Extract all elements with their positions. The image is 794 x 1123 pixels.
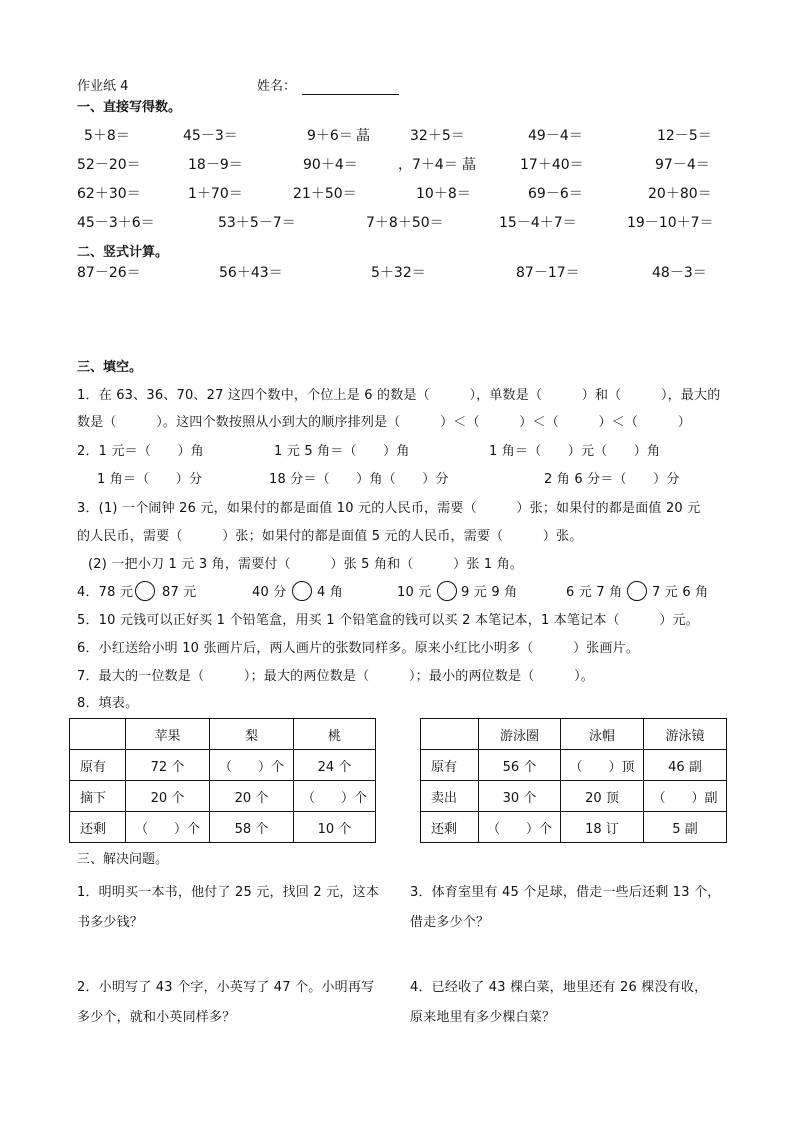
compare-left: 4．78 元 [77, 585, 134, 600]
fill-q2-item: 2 角 6 分＝（ ）分 [544, 472, 680, 487]
table-row [70, 750, 376, 781]
problem-3-line1: 3．体育室里有 45 个足球，借走一些后还剩 13 个， [410, 885, 721, 900]
name-blank-line[interactable] [302, 94, 399, 95]
arith-item: 15－4＋7＝ [499, 215, 577, 231]
section1-title: 一、直接写得数。 [77, 100, 182, 115]
arith-item: 97－4＝ [655, 157, 710, 173]
arith-item: 20＋80＝ [648, 186, 712, 202]
table-cell: 56 个 [479, 750, 561, 781]
fill-q2-item: 1 角＝（ ）元（ ）角 [489, 444, 661, 459]
table-cell[interactable]: （ ）个 [294, 781, 376, 812]
vertical-calc-item: 87－17＝ [516, 265, 580, 281]
fill-q8-title: 8．填表。 [77, 696, 139, 711]
problem-4-line2: 原来地里有多少棵白菜？ [410, 1010, 556, 1025]
arith-item: 18－9＝ [188, 157, 243, 173]
vertical-calc-item: 5＋32＝ [371, 265, 426, 281]
arith-item: 32＋5＝ [410, 128, 465, 144]
fill-q2-item: 2．1 元＝（ ）角 [77, 444, 204, 459]
compare-right: 4 角 [317, 585, 344, 600]
arith-item: 53＋5－7＝ [218, 215, 296, 231]
compare-circle[interactable] [627, 581, 647, 601]
table-cell: 5 副 [644, 812, 727, 843]
table-row [421, 781, 727, 812]
compare-left: 6 元 7 角 [566, 585, 623, 600]
worksheet-label: 作业纸 4 [77, 79, 129, 94]
arith-item: 52－20＝ [77, 157, 141, 173]
table-cell[interactable]: （ ）副 [644, 781, 727, 812]
table-row [421, 750, 727, 781]
problem-2-line2: 多少个，就和小英同样多？ [77, 1010, 236, 1025]
arith-item: 1＋70＝ [188, 186, 243, 202]
arith-item: 21＋50＝ [293, 186, 357, 202]
arith-item: 7＋8＋50＝ [366, 215, 444, 231]
problem-4-line1: 4．已经收了 43 棵白菜，地里还有 26 棵没有收， [410, 980, 708, 995]
compare-circle[interactable] [292, 581, 312, 601]
arith-item: 62＋30＝ [77, 186, 141, 202]
fill-q3-line1: 3．(1) 一个闹钟 26 元，如果付的都是面值 10 元的人民币，需要（ ）张；如果付的都是面值 20 元 [77, 501, 701, 516]
table-cell[interactable]: （ ）个 [126, 812, 210, 843]
compare-left: 40 分 [252, 585, 287, 600]
fill-q2-item: 18 分＝（ ）角（ ）分 [269, 472, 449, 487]
table-cell: 58 个 [210, 812, 294, 843]
arith-item: 17＋40＝ [520, 157, 584, 173]
fill-q7: 7．最大的一位数是（ ）；最大的两位数是（ ）；最小的两位数是（ ）。 [77, 669, 594, 684]
arith-item: 5＋8＝ [84, 128, 130, 144]
section4-title: 三、解决问题。 [77, 852, 169, 867]
arith-item: 69－6＝ [528, 186, 583, 202]
stray-glyph: 蕌 [356, 128, 370, 144]
stray-glyph: 蕌 [462, 157, 476, 173]
arith-item: 45－3＋6＝ [77, 215, 155, 231]
table-header-cell: 游泳镜 [644, 719, 727, 750]
table-cell: 30 个 [479, 781, 561, 812]
arith-item: 9＋6＝ [307, 128, 353, 144]
problem-2-line1: 2．小明写了 43 个字，小英写了 47 个。小明再写 [77, 980, 375, 995]
vertical-calc-item: 48－3＝ [652, 265, 707, 281]
compare-circle[interactable] [437, 581, 457, 601]
fill-q1-line2: 数是（ ）。这四个数按照从小到大的顺序排列是（ ）＜（ ）＜（ ）＜（ ） [77, 415, 691, 430]
table-header-row [70, 719, 376, 750]
table-header-cell: 游泳圈 [479, 719, 561, 750]
arith-item: 19－10＋7＝ [627, 215, 714, 231]
table-cell [70, 719, 126, 750]
table-cell: 20 个 [126, 781, 210, 812]
compare-right: 87 元 [162, 585, 197, 600]
arith-item: 45－3＝ [183, 128, 238, 144]
table-cell[interactable]: （ ）个 [479, 812, 561, 843]
table-header-row [421, 719, 727, 750]
compare-circle[interactable] [135, 581, 155, 601]
table-cell[interactable]: （ ）个 [210, 750, 294, 781]
table-cell: 10 个 [294, 812, 376, 843]
problem-1-line1: 1．明明买一本书，他付了 25 元，找回 2 元，这本 [77, 885, 380, 900]
arith-item: 90＋4＝ [303, 157, 358, 173]
table-cell: 24 个 [294, 750, 376, 781]
table-header-cell: 苹果 [126, 719, 210, 750]
table-cell: 20 顶 [561, 781, 644, 812]
fill-q2-item: 1 角＝（ ）分 [97, 472, 203, 487]
fill-q3-line3: (2) 一把小刀 1 元 3 角，需要付（ ）张 5 角和（ ）张 1 角。 [88, 557, 524, 572]
section2-title: 二、竖式计算。 [77, 245, 169, 260]
fill-q2-item: 1 元 5 角＝（ ）角 [274, 444, 410, 459]
table-cell: 72 个 [126, 750, 210, 781]
fill-q5: 5．10 元钱可以正好买 1 个铅笔盒，用买 1 个铅笔盒的钱可以买 2 本笔记本，1 本笔记本（ ）元。 [77, 613, 699, 628]
section3-title: 三、填空。 [77, 360, 143, 375]
arith-item: ，7＋4＝ [398, 157, 458, 173]
compare-right: 7 元 6 角 [652, 585, 709, 600]
row-label: 还剩 [421, 812, 479, 843]
table-row [70, 812, 376, 843]
table-row [70, 781, 376, 812]
row-label: 还剩 [70, 812, 126, 843]
arith-item: 49－4＝ [528, 128, 583, 144]
vertical-calc-item: 56＋43＝ [219, 265, 283, 281]
table-cell: 46 副 [644, 750, 727, 781]
table-cell[interactable]: （ ）顶 [561, 750, 644, 781]
vertical-calc-item: 87－26＝ [77, 265, 141, 281]
name-label: 姓名： [257, 79, 297, 94]
fruit-table [69, 718, 376, 843]
table-header-cell: 梨 [210, 719, 294, 750]
table-header-cell: 桃 [294, 719, 376, 750]
arith-item: 12－5＝ [657, 128, 712, 144]
table-row [421, 812, 727, 843]
row-label: 卖出 [421, 781, 479, 812]
table-cell [421, 719, 479, 750]
problem-3-line2: 借走多少个？ [410, 915, 490, 930]
row-label: 原有 [421, 750, 479, 781]
problem-1-line2: 书多少钱？ [77, 915, 144, 930]
row-label: 摘下 [70, 781, 126, 812]
fill-q1-line1: 1．在 63、36、70、27 这四个数中，个位上是 6 的数是（ ），单数是（ ）和（ ），最大的 [77, 388, 721, 403]
fill-q6: 6．小红送给小明 10 张画片后，两人画片的张数同样多。原来小红比小明多（ ）张画片。 [77, 641, 640, 656]
arith-item: 10＋8＝ [416, 186, 471, 202]
compare-left: 10 元 [397, 585, 432, 600]
row-label: 原有 [70, 750, 126, 781]
fill-q3-line2: 的人民币，需要（ ）张；如果付的都是面值 5 元的人民币，需要（ ）张。 [77, 529, 583, 544]
swim-gear-table [420, 718, 727, 843]
table-header-cell: 泳帽 [561, 719, 644, 750]
table-cell: 20 个 [210, 781, 294, 812]
table-cell: 18 订 [561, 812, 644, 843]
compare-right: 9 元 9 角 [461, 585, 518, 600]
